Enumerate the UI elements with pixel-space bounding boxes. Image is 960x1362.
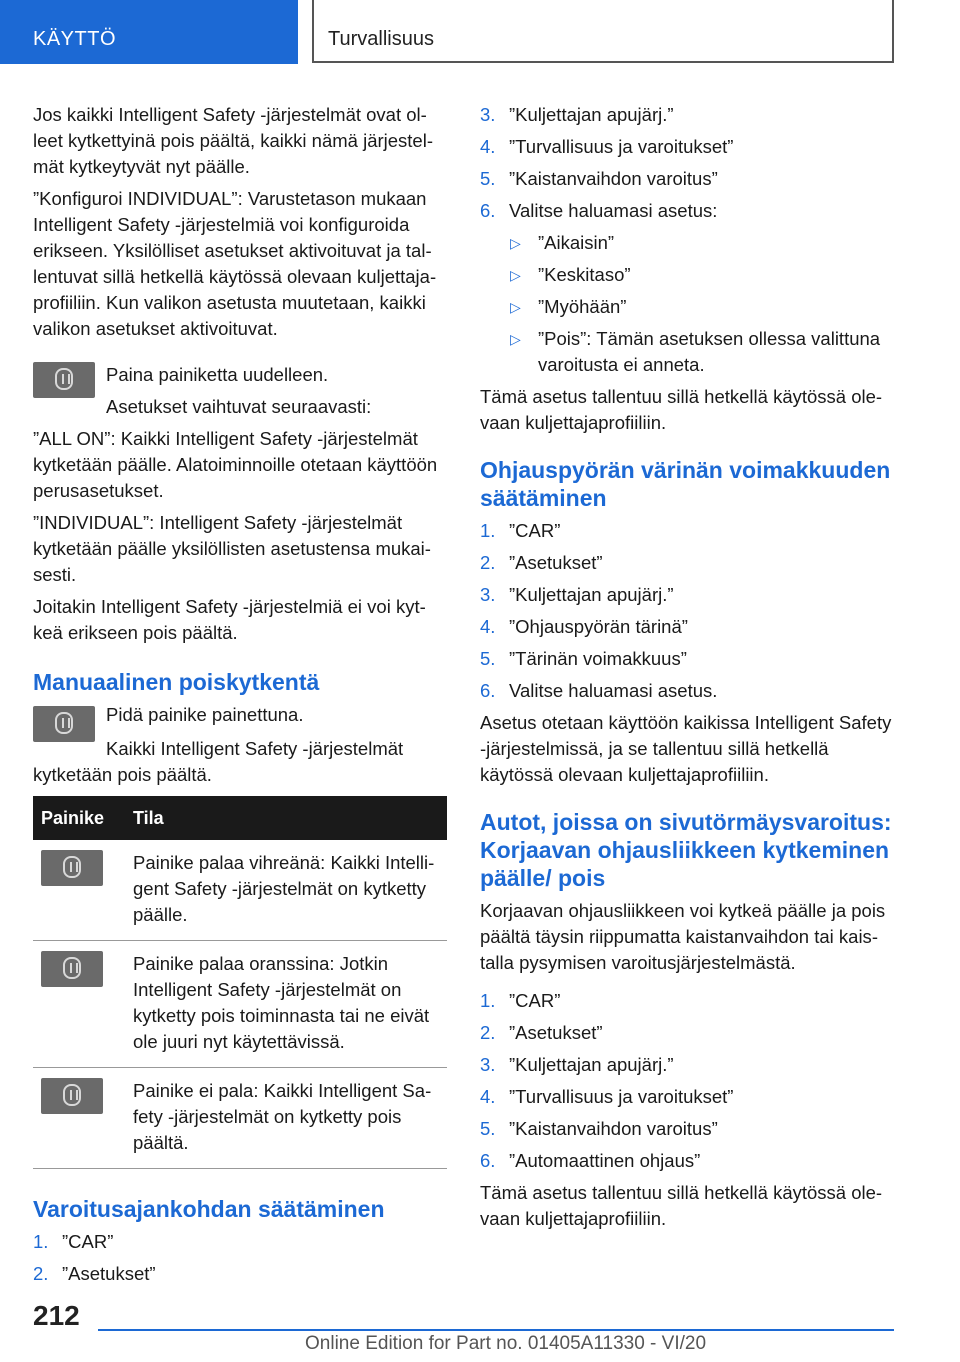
chapter-tab bbox=[312, 0, 894, 63]
list-item: 3. ”Kuljettajan apujärj.” bbox=[480, 584, 674, 605]
table-cell: Painike palaa vihreänä: Kaikki Intelligent Safety -järjestelmät on kytketty päälle. bbox=[125, 840, 447, 941]
icon-paragraph bbox=[33, 362, 447, 420]
left-column bbox=[33, 102, 447, 1293]
intelligent-safety-button-icon bbox=[41, 951, 103, 987]
triangle-bullet-icon: ▷ bbox=[510, 331, 521, 347]
paragraph: Kaikki Intelligent Safety -järjestelmät kytketään pois päältä. bbox=[33, 738, 404, 785]
right-column bbox=[480, 102, 894, 1238]
list-item: 6. ”Automaattinen ohjaus” bbox=[480, 1150, 701, 1171]
paragraph: ”INDIVIDUAL”: Intelligent Safety -järjestelmät kytketään päälle yksilöllisten asetustensa mukaisesti. bbox=[33, 512, 431, 585]
step-list bbox=[480, 518, 894, 704]
list-item: 1. ”CAR” bbox=[480, 990, 561, 1011]
intelligent-safety-button-icon bbox=[41, 850, 103, 886]
section-title: KÄYTTÖ bbox=[33, 28, 117, 50]
footer-divider bbox=[98, 1329, 894, 1331]
list-item: 3. ”Kuljettajan apujärj.” bbox=[480, 1054, 674, 1075]
section-heading: Varoitusajankohdan säätäminen bbox=[33, 1196, 385, 1222]
paragraph: Jos kaikki Intelligent Safety -järjestelmät ovat olleet kytkettyinä pois päältä, kaikki nämä järjestelmät kytkeytyvät nyt päälle. bbox=[33, 104, 434, 177]
table-row bbox=[33, 1068, 447, 1169]
step-list bbox=[33, 1229, 447, 1287]
option-list bbox=[480, 230, 894, 378]
list-item: 2. ”Asetukset” bbox=[480, 1022, 603, 1043]
table-cell: Painike ei pala: Kaikki Intelligent Safety -järjestelmät on kytketty pois päältä. bbox=[125, 1068, 447, 1169]
list-item: 5. ”Kaistanvaihdon varoitus” bbox=[480, 1118, 718, 1139]
intelligent-safety-button-icon bbox=[33, 362, 95, 398]
table-row bbox=[33, 840, 447, 941]
list-item: ▷ ”Keskitaso” bbox=[538, 262, 894, 288]
chapter-title: Turvallisuus bbox=[328, 28, 434, 50]
paragraph: Paina painiketta uudelleen. bbox=[106, 364, 329, 385]
edition-text: Online Edition for Part no. 01405A11330 - VI/20 bbox=[305, 1333, 707, 1354]
list-item: 2. ”Asetukset” bbox=[33, 1263, 156, 1284]
list-item: 1. ”CAR” bbox=[33, 1231, 114, 1252]
list-item: 3. ”Kuljettajan apujärj.” bbox=[480, 104, 674, 125]
icon-paragraph bbox=[33, 702, 447, 742]
button-status-table bbox=[33, 796, 447, 1169]
list-item: ▷ ”Myöhään” bbox=[538, 294, 894, 320]
triangle-bullet-icon: ▷ bbox=[510, 235, 521, 251]
paragraph: Pidä painike painettuna. bbox=[106, 704, 304, 725]
paragraph: Asetukset vaihtuvat seuraavasti: bbox=[106, 396, 372, 417]
list-item: 4. ”Turvallisuus ja varoitukset” bbox=[480, 136, 734, 157]
paragraph: Tämä asetus tallentuu sillä hetkellä käytössä olevaan kuljettajaprofiiliin. bbox=[480, 1182, 883, 1229]
intelligent-safety-button-icon bbox=[33, 706, 95, 742]
triangle-bullet-icon: ▷ bbox=[510, 299, 521, 315]
paragraph: ”ALL ON”: Kaikki Intelligent Safety -järjestelmät kytketään päälle. Alatoiminnoille otetaan käyttöön perusasetukset. bbox=[33, 428, 438, 501]
section-heading: Autot, joissa on sivutörmäysvaroitus: Korjaavan ohjausliikkeen kytkeminen päälle/ pois bbox=[480, 809, 892, 891]
list-item: ▷ ”Pois”: Tämän asetuksen ollessa valittuna varoitusta ei anneta. bbox=[510, 328, 881, 375]
table-row bbox=[33, 941, 447, 1068]
paragraph: Korjaavan ohjausliikkeen voi kytkeä päälle ja pois päältä täysin riippumatta kaistanvaihdon tai kaistalla pysymisen varoitusjärjestelmästä. bbox=[480, 900, 886, 973]
list-item: 4. ”Turvallisuus ja varoitukset” bbox=[480, 1086, 734, 1107]
list-item: 2. ”Asetukset” bbox=[480, 552, 603, 573]
list-item: 6. Valitse haluamasi asetus. bbox=[480, 680, 718, 701]
list-item: 5. ”Tärinän voimakkuus” bbox=[480, 648, 687, 669]
list-item: 1. ”CAR” bbox=[480, 520, 561, 541]
paragraph: ”Konfiguroi INDIVIDUAL”: Varustetason mukaan Intelligent Safety -järjestelmiä voi konfiguroida erikseen. Yksilölliset asetukset aktivoituvat ja tallentuvat sillä hetkellä käytössä olevaan kuljettajaprofiiliin. Kun valikon asetusta muutetaan, kaikki valikon asetukset aktivoituvat. bbox=[33, 188, 437, 339]
list-item: 4. ”Ohjauspyörän tärinä” bbox=[480, 616, 688, 637]
table-cell: Painike palaa oranssina: Jotkin Intelligent Safety -järjestelmät on kytketty pois toiminnasta tai ne eivät ole juuri nyt käytettävissä. bbox=[125, 941, 447, 1068]
list-item: 6. Valitse haluamasi asetus: bbox=[480, 200, 718, 221]
step-list bbox=[480, 988, 894, 1174]
step-list bbox=[480, 102, 894, 224]
table-header-button: Painike bbox=[33, 796, 125, 840]
paragraph: Joitakin Intelligent Safety -järjestelmiä ei voi kytkeä erikseen pois päältä. bbox=[33, 596, 426, 643]
page-number: 212 bbox=[33, 1300, 80, 1331]
paragraph: Asetus otetaan käyttöön kaikissa Intelligent Safety -järjestelmissä, ja se tallentuu sillä hetkellä käytössä olevaan kuljettajaprofiiliin. bbox=[480, 712, 892, 785]
list-item: ▷ ”Aikaisin” bbox=[538, 230, 894, 256]
paragraph: Tämä asetus tallentuu sillä hetkellä käytössä olevaan kuljettajaprofiiliin. bbox=[480, 386, 883, 433]
section-heading: Manuaalinen poiskytkentä bbox=[33, 669, 320, 695]
list-item: 5. ”Kaistanvaihdon varoitus” bbox=[480, 168, 718, 189]
triangle-bullet-icon: ▷ bbox=[510, 267, 521, 283]
section-heading: Ohjauspyörän värinän voimakkuuden säätäminen bbox=[480, 457, 891, 511]
intelligent-safety-button-icon bbox=[41, 1078, 103, 1114]
section-tab bbox=[0, 0, 298, 64]
table-header-status: Tila bbox=[125, 796, 447, 840]
